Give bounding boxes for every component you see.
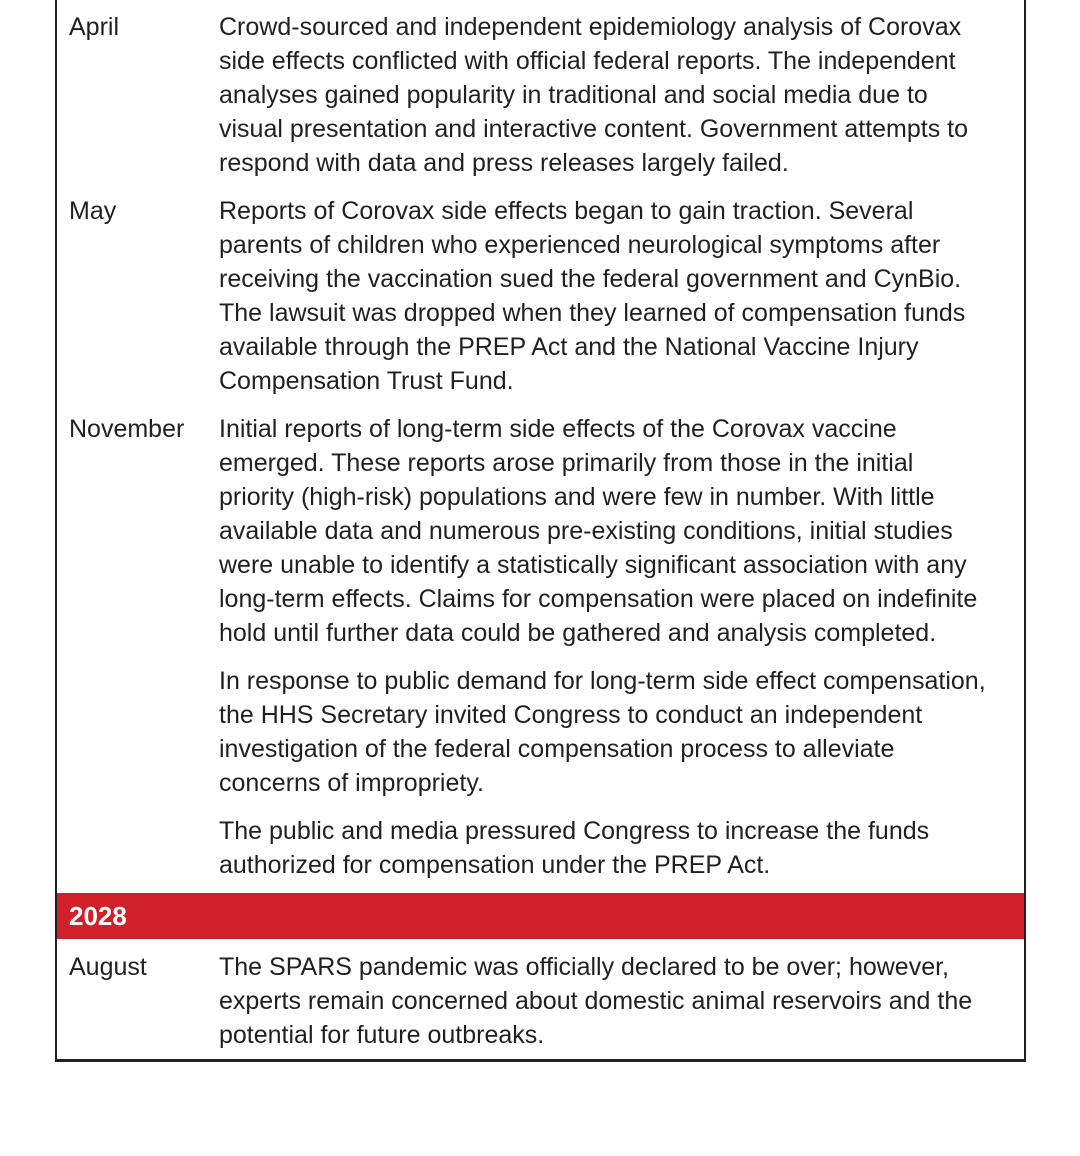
entry-paragraph: Crowd-sourced and independent epidemiology analysis of Corovax side effects conflicted with official federal reports. The independent analyses gained popularity in traditional and social media due to visual presentation and interactive content. Government attempts to respond with data and press releases largely failed. [219, 13, 969, 177]
entry-text [219, 950, 1024, 1052]
year-banner [57, 893, 1024, 939]
timeline-table [55, 0, 1026, 1062]
entry-paragraph: The public and media pressured Congress to increase the funds authorized for compensation under the PREP Act. [219, 817, 930, 879]
timeline-rows [57, 0, 1024, 1059]
year-label: 2028 [69, 901, 127, 931]
month-label: April [69, 13, 120, 41]
month-label: May [69, 197, 117, 225]
month-label: November [69, 415, 185, 443]
entry-paragraph: In response to public demand for long-term side effect compensation, the HHS Secretary invited Congress to conduct an independent investigation of the federal compensation process to alleviate concerns of impropriety. [219, 667, 986, 797]
entry-text [219, 10, 1024, 180]
month-label: August [69, 953, 147, 981]
timeline-row-november [57, 405, 1024, 889]
timeline-row-may [57, 187, 1024, 405]
timeline-row-april [57, 0, 1024, 187]
entry-text [219, 194, 1024, 398]
entry-paragraph: Reports of Corovax side effects began to gain traction. Several parents of children who experienced neurological symptoms after receiving the vaccination sued the federal government and CynBio. The lawsuit was dropped when they learned of compensation funds available through the PREP Act and the National Vaccine Injury Compensation Trust Fund. [219, 197, 966, 395]
timeline-row-august [57, 943, 1024, 1059]
entry-paragraph: The SPARS pandemic was officially declared to be over; however, experts remain concerned about domestic animal reservoirs and the potential for future outbreaks. [219, 953, 973, 1049]
entry-paragraph: Initial reports of long-term side effects of the Corovax vaccine emerged. These reports arose primarily from those in the initial priority (high-risk) populations and were few in number. With little available data and numerous pre-existing conditions, initial studies were unable to identify a statistically significant association with any long-term effects. Claims for compensation were placed on indefinite hold until further data could be gathered and analysis completed. [219, 415, 978, 647]
entry-text [219, 412, 1024, 882]
